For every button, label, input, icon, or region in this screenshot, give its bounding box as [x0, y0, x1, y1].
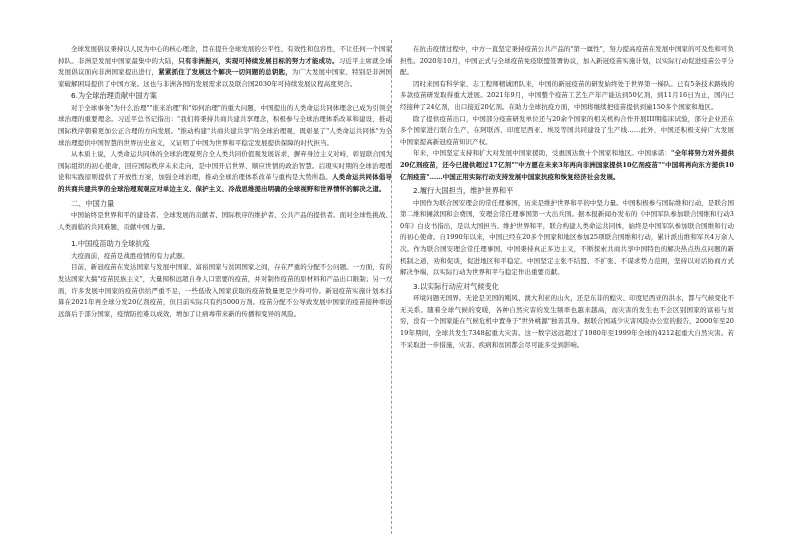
paragraph-china-power: 中国始终是世界和平的建设者、全球发展的贡献者、国际秩序的维护者、公共产品的提供者。面对全球性挑战、人类面临的共同难题，贡献中国力量。 [58, 211, 392, 231]
paragraph-vaccine-rnd: 因时来国有科学家、志工程师精诚团队来，中国的新冠疫苗的研发始终处于世界第一梯队。已有5条技术路线的多款疫苗研发取得重大进展。2021年9月，中国整个疫苗工艺生产年产能达到50亿剂，到11月16日为止，国内已经接种了24亿剂，出口接近20亿剂。在助力全球抗疫方面，中国将继续把疫苗提供到逾150多个国家和地区。 [400, 79, 734, 111]
heading-peace: 2.履行大国担当，维护世界和平 [413, 186, 514, 196]
heading-vaccine: 1.中国疫苗助力全球抗疫 [71, 239, 150, 249]
paragraph-vaccine-public-good: 在抗击疫情过程中，中方一直坚定秉持疫苗公共产品的"第一属性"，努力提高疫苗在发展中国家的可及性和可负担性。2020年10月，中国正式与全球疫苗免疫联盟签署协议，加入新冠疫苗实施计划，以实际行动促进疫苗公平分配。 [400, 45, 734, 77]
paragraph-peacekeeping: 中国作为联合国安理会的常任理事国，历来是维护世界和平的中坚力量。中国积极参与国际维和行动，是联合国第二维和摊款国和会费国，安理会常任理事国第一大出兵国。据本报新闻办发布的《中国军队参加联合国维和行动30年》白皮书指出，是以大国担当、维护世界和平，联合构建人类命运共同体，始终是中国军队参加联合国维和行动的初心使命。自1990年以来，中国已经在20多个国家和地区参加25项联合国维和行动，累计派出维和军兵4万余人次。作为联合国安理会常任理事国，中国秉持真正多边主义，不断探索共商共享中国特色的解决热点热点问题的新机制之道，劝和促谈，促进地区和平稳定。中国坚定主张不结盟、不扩张、不谋求势力范围，坚持以对话协商方式解决争端，以实际行动为世界和平与稳定作出重要贡献。 [400, 198, 734, 277]
paragraph-global-governance: 对于全球事务"为什么治理""谁来治理"和"如何治理"的重大问题，中国提出的人类命运共同体理念已成为引领全球治理的重要理念。习近平总书记指出："我们将秉持共商共建共享理念，积极参与全球治理体系改革和建设，推动国际秩序朝着更加公正合理的方向发展。"推动构建"共商共建共享"的全球治理观，既彰显了"人类命运共同体"为全球治理提供中国智慧的世界历史意义，又证明了中国为世界和平稳定发展提供保障的时代担当。 [58, 103, 393, 147]
right-column [400, 44, 734, 351]
heading-climate: 3.以实际行动应对气候变化 [413, 281, 499, 291]
heading-part-2: 二、中国力量 [71, 198, 115, 208]
left-column [58, 44, 392, 320]
column-divider [391, 40, 392, 534]
paragraph-governance-essence: 从本质上说，人类命运共同体的全球治理观契合全人类共同价值观发展诉求，摒弃身边主义对峙，彰显联合国为国际组织的初心使命，回应国际秩序未来走向，是中国开启世界、顺应世情的政治智慧。启現实时期的全球治理理论和实践原则提供了开放性方案，加强全球治理，推动全球治理体系改革与重构是大势所趋。人类命运共同体倡导的共商共建共享的全球治理观观应对单边主义、保护主义、冷战思维提出明确的全球视野和世界情怀的解决之道。 [58, 150, 392, 194]
paragraph-vaccine-inequity: 目前，新冠疫苗在发达国家与发展中国家、富裕国家与贫困国家之间，存在严重的分配不公问题。一方面，有的发达国家大搞"疫苗民族主义"，大量囤积远超自身人口需要的疫苗，并对制作疫苗的原材料和产品出口限制；另一方面，许多发展中国家的疫苗供给严重不足，一些低收入国家获取的疫苗数量更是少得可怜。新冠疫苗实施计划本打算在2021年再全球分发20亿剂疫苗，但目前实际只有约5000万剂。疫苗分配不公导致发展中国家的疫苗接种率远远落后于部分国家，疫情防控难以成效，增加了让病毒带来新的传播和变异的风险。 [58, 263, 393, 318]
paragraph-vaccine-weapon: 大疫面前，疫苗是战胜疫情的有力武器。 [71, 251, 189, 260]
paragraph-climate-change: 环境问题无国界。无论是美国的飓风、澳大利亚的山火，还是东非的蝗灾、印度尼西亚的洪水，都与气候变化不无关系。随着全球气候的变暖，各种自然灾害的发生频率也越来越高，而灾害的发生也不会区别国家的富裕与贫穷，没有一个国家能在气候危机中置身于"世外桃源"独善其身。据联合国减少灾害风险办公室的报告，2000年至2019年期间，全球共发生7348起重大灾害。这一数字远远超过了1980年至1999年全球的4212起重大自然灾害。若不采取进一步措施，灾害、疾病和贫困都会尽可能多受到影响。 [400, 294, 734, 349]
paragraph-africa-development: 全球发展倡议秉持以人民为中心的核心理念，旨在提升全球发展的公平性、有效性和包容性，不让任何一个国家掉队。非洲是发展中国家最集中的大陆，只有非洲振兴，实现可持续发展目标的努力才能成功。习近平主席就全球发展倡议面向非洲国家提出进行，紧紧抓住了发展这个解决一切问题的总钥匙，为广大发展中国家、特别是非洲国家破解困局提供了中国方案。这也与非洲各国的发展需求以及联合国2030年可持续发展议程高度契合。 [58, 45, 393, 88]
heading-section-6: 6.为全球治理贡献中国方案 [71, 91, 157, 101]
paragraph-vaccine-cooperation: 除了提供疫苗出口，中国部分疫苗研发单位还与20余个国家的相关机构合作开展III期临床试验，部分企业还在多个国家进行联合生产，在阿联酋、印度尼西亚、埃及等国共同建设了生产线……此外，中国还积极支持广大发展中国家提高新冠疫苗知识产权。 [400, 114, 734, 146]
paragraph-vaccine-pledges: 年来，中国坚定支持和扩大对发展中国家援助，受惠国达数十个国家和地区。中国承诺："全年将努力对外提供20亿剂疫苗，还今已提供超过17亿剂""中方愿在未来3年再向非洲国家提供10亿剂疫苗""中国将再向东方提供10亿剂疫苗"……中国正用实际行动支持发展中国家抗疫和恢复经济社会发展。 [400, 149, 734, 181]
